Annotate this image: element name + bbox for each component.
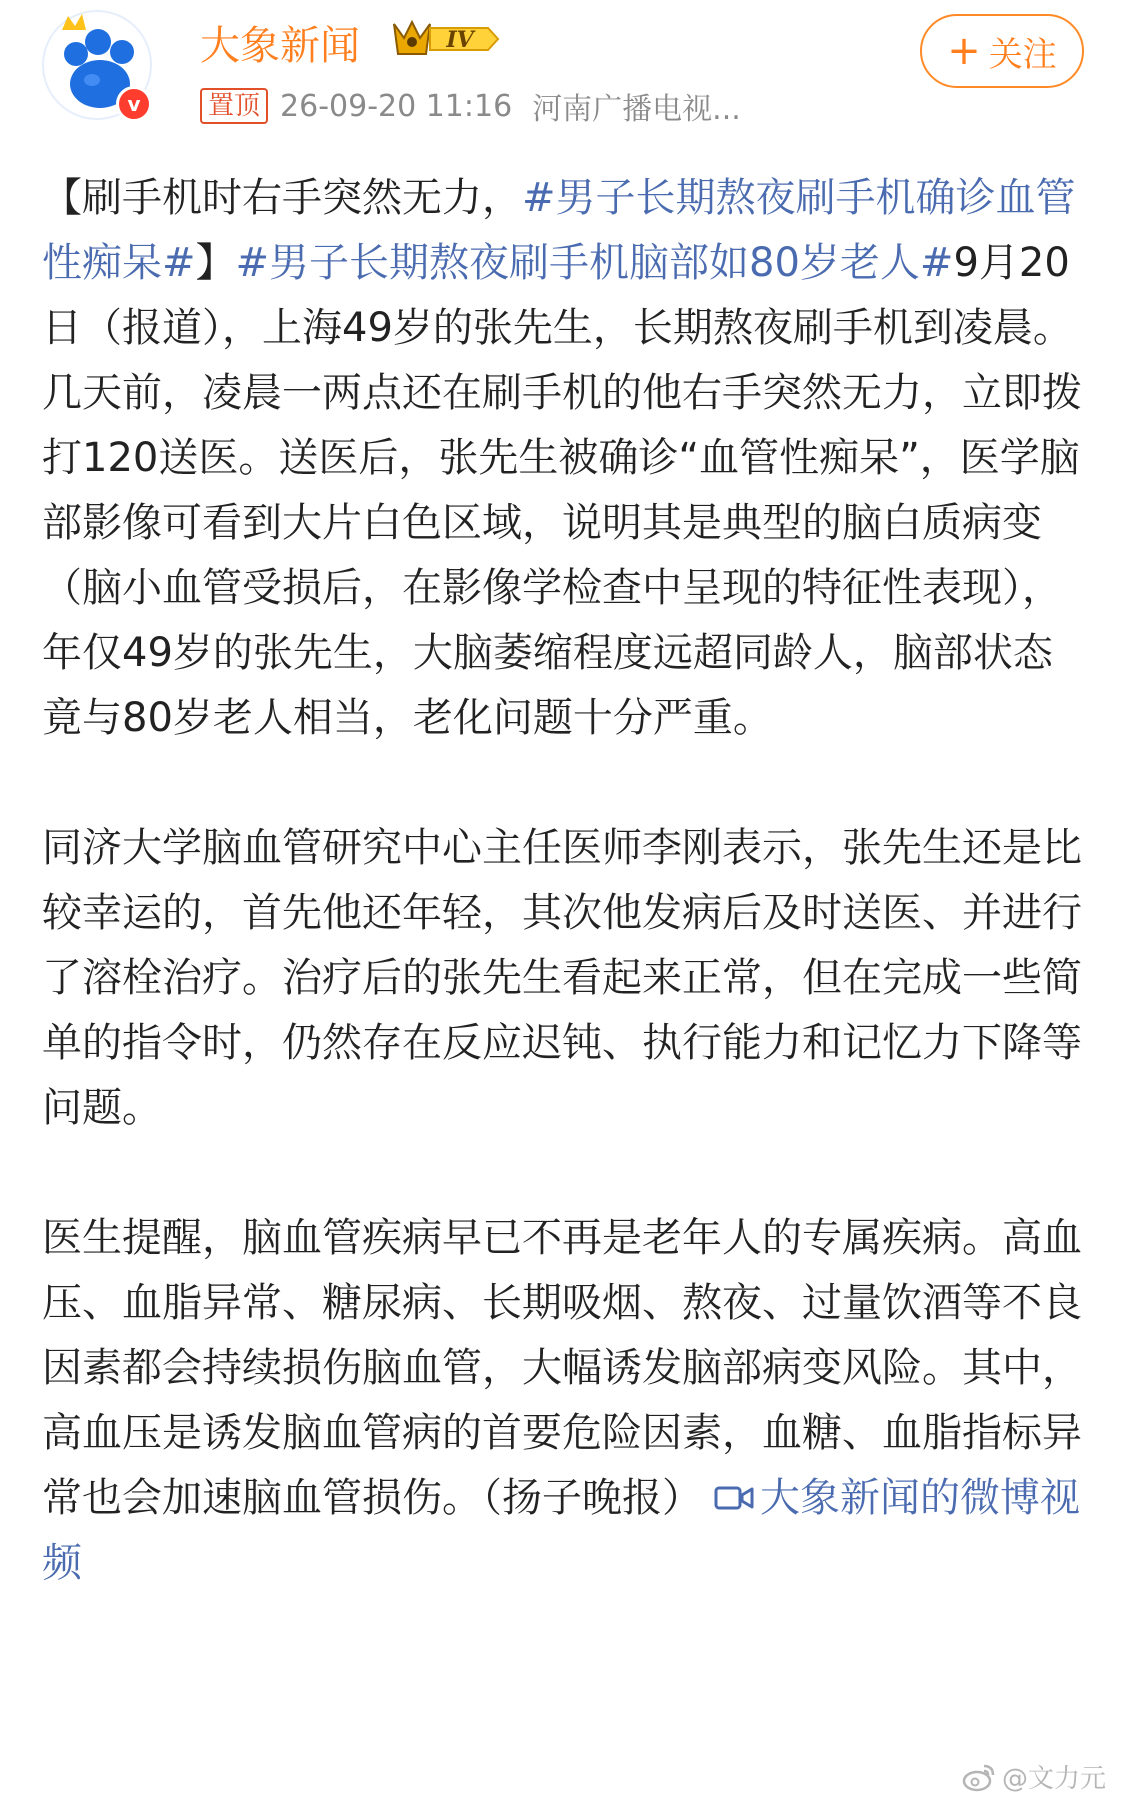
post-timestamp: 26-09-20 11:16: [280, 88, 513, 124]
paragraph-1: [42, 166, 1092, 751]
plus-icon: +: [947, 28, 981, 74]
text-segment: 】: [195, 240, 236, 286]
post-content: [42, 166, 1092, 1596]
post-source[interactable]: 河南广播电视...: [532, 92, 741, 127]
text-segment: 9月20日（报道），上海49岁的张先生，长期熬夜刷手机到凌晨。几天前，凌晨一两点还在刷手机的他右手突然无力，立即拨打120送医。送医后，张先生被确诊“血管性痴呆”，医学脑部影像可看到大片白色区域，说明其是典型的脑白质病变（脑小血管受损后，在影像学检查中呈现的特征性表现），年仅49岁的张先生，大脑萎缩程度远超同龄人，脑部状态竟与80岁老人相当，老化问题十分严重。: [42, 240, 1082, 741]
verified-badge-icon: v: [116, 86, 152, 122]
text-segment: 医生提醒，脑血管疾病早已不再是老年人的专属疾病。高血压、血脂异常、糖尿病、长期吸烟、熬夜、过量饮酒等不良因素都会持续损伤脑血管，大幅诱发脑部病变风险。其中，高血压是诱发脑血管病的首要危险因素，血糖、血脂指标异常也会加速脑血管损伤。（扬子晚报）: [42, 1215, 1082, 1521]
text-segment: 同济大学脑血管研究中心主任医师李刚表示，张先生还是比较幸运的，首先他还年轻，其次他发病后及时送医、并进行了溶栓治疗。治疗后的张先生看起来正常，但在完成一些简单的指令时，仍然存在反应迟钝、执行能力和记忆力下降等问题。: [42, 825, 1082, 1131]
post-meta: [200, 84, 741, 128]
paragraph-3: [42, 1206, 1092, 1596]
follow-label: 关注: [988, 34, 1057, 75]
username[interactable]: 大象新闻: [200, 23, 360, 69]
weibo-icon: [962, 1762, 996, 1792]
paragraph-spacer: [42, 1141, 1092, 1206]
level-badge[interactable]: [390, 18, 502, 60]
crown-level-icon: [390, 18, 502, 60]
paragraph-spacer: [42, 751, 1092, 816]
text-segment: 【刷手机时右手突然无力，: [42, 175, 522, 221]
watermark-text: @文力元: [1002, 1764, 1107, 1794]
weibo-video-link[interactable]: 大象新闻的微博视频: [42, 1475, 1080, 1586]
hashtag-link[interactable]: #男子长期熬夜刷手机脑部如80岁老人#: [235, 240, 954, 286]
follow-button[interactable]: [920, 14, 1084, 88]
paragraph-2: [42, 816, 1092, 1141]
level-text: IV: [446, 27, 474, 53]
hashtag-link[interactable]: #男子长期熬夜刷手机确诊血管性痴呆#: [42, 175, 1076, 286]
video-camera-icon[interactable]: [714, 1483, 754, 1513]
watermark: [962, 1758, 1106, 1795]
pinned-tag: 置顶: [200, 88, 268, 124]
